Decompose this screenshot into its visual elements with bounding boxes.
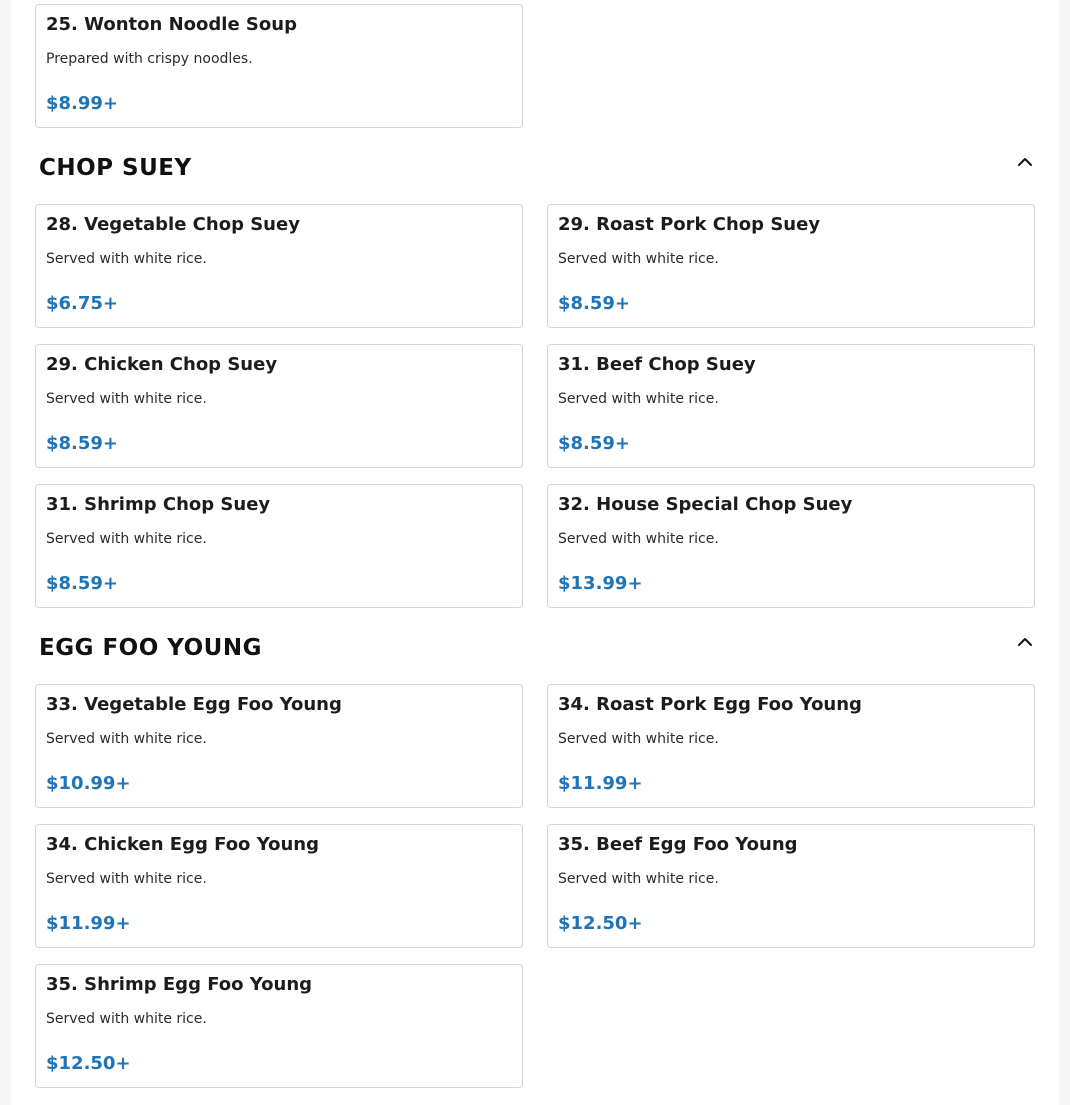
menu-item-card[interactable] xyxy=(547,344,1035,468)
menu-item-description: Served with white rice. xyxy=(46,391,207,407)
menu-item-price: $6.75+ xyxy=(46,293,119,314)
menu-item-card[interactable] xyxy=(35,964,523,1088)
menu-item-name: 33. Vegetable Egg Foo Young xyxy=(46,694,342,715)
menu-item-price: $8.59+ xyxy=(46,573,119,594)
menu-item-price: $8.59+ xyxy=(558,433,631,454)
menu-item-name: 29. Chicken Chop Suey xyxy=(46,354,278,375)
menu-item-name: 35. Beef Egg Foo Young xyxy=(558,834,798,855)
menu-page xyxy=(11,0,1059,1105)
section-title-chop-suey: CHOP SUEY xyxy=(39,155,192,181)
menu-item-price: $10.99+ xyxy=(46,773,131,794)
menu-item-description: Served with white rice. xyxy=(558,391,719,407)
menu-item-price: $12.50+ xyxy=(46,1053,131,1074)
menu-item-description: Prepared with crispy noodles. xyxy=(46,51,253,67)
menu-item-description: Served with white rice. xyxy=(46,871,207,887)
chevron-up-icon xyxy=(1015,152,1035,172)
collapse-chop-suey-button[interactable] xyxy=(1015,152,1035,172)
chevron-up-icon xyxy=(1015,632,1035,652)
section-title-egg-foo-young: EGG FOO YOUNG xyxy=(39,635,262,661)
menu-item-name: 28. Vegetable Chop Suey xyxy=(46,214,300,235)
menu-item-card[interactable] xyxy=(35,204,523,328)
menu-item-name: 31. Beef Chop Suey xyxy=(558,354,756,375)
menu-item-card[interactable] xyxy=(35,684,523,808)
menu-item-price: $13.99+ xyxy=(558,573,643,594)
menu-item-name: 31. Shrimp Chop Suey xyxy=(46,494,271,515)
menu-item-price: $12.50+ xyxy=(558,913,643,934)
menu-item-price: $11.99+ xyxy=(558,773,643,794)
menu-item-description: Served with white rice. xyxy=(46,531,207,547)
menu-item-card[interactable] xyxy=(35,824,523,948)
menu-item-price: $8.59+ xyxy=(46,433,119,454)
menu-item-price: $8.99+ xyxy=(46,93,119,114)
menu-item-name: 32. House Special Chop Suey xyxy=(558,494,853,515)
menu-item-card[interactable] xyxy=(35,4,523,128)
collapse-egg-foo-young-button[interactable] xyxy=(1015,632,1035,652)
menu-item-price: $11.99+ xyxy=(46,913,131,934)
menu-item-card[interactable] xyxy=(547,684,1035,808)
menu-item-description: Served with white rice. xyxy=(46,731,207,747)
menu-item-description: Served with white rice. xyxy=(558,531,719,547)
menu-item-name: 25. Wonton Noodle Soup xyxy=(46,14,297,35)
menu-item-name: 29. Roast Pork Chop Suey xyxy=(558,214,821,235)
menu-item-name: 35. Shrimp Egg Foo Young xyxy=(46,974,313,995)
menu-item-card[interactable] xyxy=(547,824,1035,948)
menu-item-card[interactable] xyxy=(35,344,523,468)
menu-item-price: $8.59+ xyxy=(558,293,631,314)
menu-item-name: 34. Chicken Egg Foo Young xyxy=(46,834,319,855)
menu-item-card[interactable] xyxy=(35,484,523,608)
menu-item-card[interactable] xyxy=(547,484,1035,608)
menu-item-description: Served with white rice. xyxy=(558,251,719,267)
menu-item-description: Served with white rice. xyxy=(558,731,719,747)
menu-item-card[interactable] xyxy=(547,204,1035,328)
menu-item-name: 34. Roast Pork Egg Foo Young xyxy=(558,694,862,715)
menu-item-description: Served with white rice. xyxy=(558,871,719,887)
menu-item-description: Served with white rice. xyxy=(46,251,207,267)
menu-item-description: Served with white rice. xyxy=(46,1011,207,1027)
